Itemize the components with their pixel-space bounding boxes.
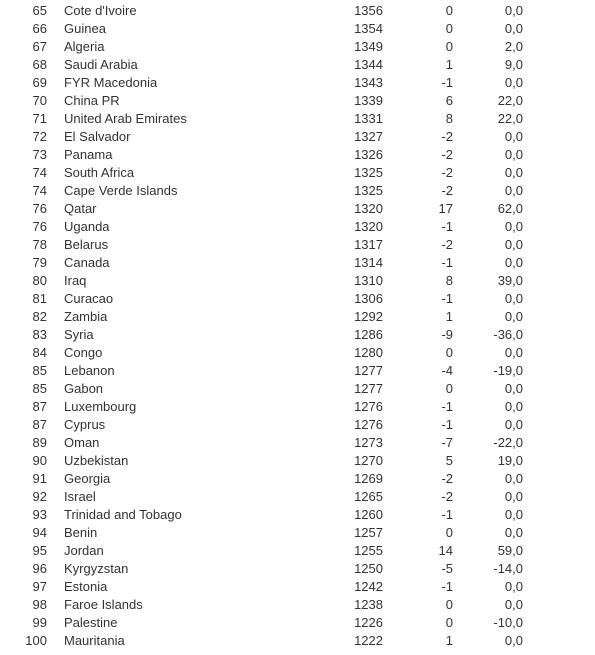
team-name-cell: Panama	[64, 147, 113, 162]
gap-cell	[47, 128, 64, 146]
table-row	[0, 20, 595, 38]
percent-change-cell: 0,0	[504, 165, 523, 180]
percent-change-cell: -22,0	[493, 435, 523, 450]
rank-cell: 73	[32, 147, 47, 162]
table-row	[0, 362, 595, 380]
points-cell: 1238	[354, 597, 383, 612]
team-name-cell: Luxembourg	[64, 399, 137, 414]
rank-cell: 80	[32, 273, 47, 288]
percent-change-cell: 0,0	[504, 129, 523, 144]
spacer-cell	[523, 506, 595, 524]
table-row	[0, 470, 595, 488]
percent-change-cell: 0,0	[504, 219, 523, 234]
table-row	[0, 380, 595, 398]
points-cell: 1356	[354, 3, 383, 18]
rank-change-cell: -1	[441, 399, 453, 414]
rank-change-cell: -2	[441, 129, 453, 144]
rank-change-cell: 1	[445, 633, 453, 648]
team-name-cell: Syria	[64, 327, 94, 342]
percent-change-cell: 59,0	[497, 543, 523, 558]
points-cell: 1317	[354, 237, 383, 252]
points-cell: 1226	[354, 615, 383, 630]
team-name-cell: Iraq	[64, 273, 87, 288]
spacer-cell	[523, 488, 595, 506]
gap-cell	[47, 398, 64, 416]
points-cell: 1331	[354, 111, 383, 126]
team-name-cell: Qatar	[64, 201, 97, 216]
rank-cell: 92	[32, 489, 47, 504]
team-name-cell: Guinea	[64, 21, 106, 36]
rank-change-cell: 0	[445, 381, 453, 396]
points-cell: 1310	[354, 273, 383, 288]
points-cell: 1349	[354, 39, 383, 54]
gap-cell	[47, 200, 64, 218]
table-row	[0, 434, 595, 452]
rank-change-cell: 0	[445, 525, 453, 540]
gap-cell	[47, 344, 64, 362]
percent-change-cell: 9,0	[504, 57, 523, 72]
rank-change-cell: -2	[441, 147, 453, 162]
spacer-cell	[523, 434, 595, 452]
rank-cell: 76	[32, 219, 47, 234]
rank-change-cell: -7	[441, 435, 453, 450]
table-row	[0, 56, 595, 74]
points-cell: 1276	[354, 399, 383, 414]
gap-cell	[47, 560, 64, 578]
percent-change-cell: -14,0	[493, 561, 523, 576]
rank-change-cell: 0	[445, 3, 453, 18]
gap-cell	[47, 92, 64, 110]
gap-cell	[47, 506, 64, 524]
spacer-cell	[523, 20, 595, 38]
rank-cell: 79	[32, 255, 47, 270]
rank-change-cell: -2	[441, 489, 453, 504]
spacer-cell	[523, 416, 595, 434]
rank-cell: 100	[25, 633, 47, 648]
rank-change-cell: -2	[441, 471, 453, 486]
rank-cell: 67	[32, 39, 47, 54]
percent-change-cell: 62,0	[497, 201, 523, 216]
table-row	[0, 164, 595, 182]
rank-cell: 71	[32, 111, 47, 126]
percent-change-cell: 0,0	[504, 381, 523, 396]
team-name-cell: Cote d'Ivoire	[64, 3, 137, 18]
team-name-cell: Benin	[64, 525, 98, 540]
table-row	[0, 506, 595, 524]
spacer-cell	[523, 542, 595, 560]
points-cell: 1325	[354, 165, 383, 180]
gap-cell	[47, 596, 64, 614]
rank-cell: 90	[32, 453, 47, 468]
gap-cell	[47, 524, 64, 542]
points-cell: 1269	[354, 471, 383, 486]
rank-change-cell: -1	[441, 417, 453, 432]
gap-cell	[47, 38, 64, 56]
gap-cell	[47, 614, 64, 632]
rank-cell: 68	[32, 57, 47, 72]
points-cell: 1354	[354, 21, 383, 36]
percent-change-cell: 0,0	[504, 489, 523, 504]
percent-change-cell: 0,0	[504, 525, 523, 540]
table-row	[0, 596, 595, 614]
points-cell: 1320	[354, 219, 383, 234]
rank-change-cell: -2	[441, 237, 453, 252]
rank-cell: 70	[32, 93, 47, 108]
team-name-cell: Kyrgyzstan	[64, 561, 129, 576]
gap-cell	[47, 632, 64, 650]
percent-change-cell: 0,0	[504, 309, 523, 324]
percent-change-cell: 0,0	[504, 597, 523, 612]
table-row	[0, 542, 595, 560]
rank-cell: 98	[32, 597, 47, 612]
rank-cell: 99	[32, 615, 47, 630]
rank-cell: 95	[32, 543, 47, 558]
gap-cell	[47, 2, 64, 20]
rank-cell: 72	[32, 129, 47, 144]
percent-change-cell: 0,0	[504, 417, 523, 432]
team-name-cell: Israel	[64, 489, 96, 504]
rank-change-cell: -9	[441, 327, 453, 342]
team-name-cell: Georgia	[64, 471, 111, 486]
spacer-cell	[523, 398, 595, 416]
points-cell: 1277	[354, 381, 383, 396]
gap-cell	[47, 218, 64, 236]
rank-cell: 84	[32, 345, 47, 360]
rank-cell: 85	[32, 363, 47, 378]
spacer-cell	[523, 182, 595, 200]
percent-change-cell: -36,0	[493, 327, 523, 342]
percent-change-cell: 0,0	[504, 147, 523, 162]
table-row	[0, 344, 595, 362]
table-row	[0, 308, 595, 326]
rank-change-cell: 5	[445, 453, 453, 468]
gap-cell	[47, 542, 64, 560]
rank-change-cell: 0	[445, 345, 453, 360]
rank-change-cell: -4	[441, 363, 453, 378]
points-cell: 1325	[354, 183, 383, 198]
rank-cell: 65	[32, 3, 47, 18]
rank-change-cell: -1	[441, 579, 453, 594]
points-cell: 1242	[354, 579, 383, 594]
team-name-cell: Trinidad and Tobago	[64, 507, 182, 522]
rank-change-cell: 1	[445, 57, 453, 72]
gap-cell	[47, 182, 64, 200]
points-cell: 1276	[354, 417, 383, 432]
points-cell: 1286	[354, 327, 383, 342]
spacer-cell	[523, 560, 595, 578]
team-name-cell: Palestine	[64, 615, 118, 630]
percent-change-cell: 0,0	[504, 471, 523, 486]
gap-cell	[47, 578, 64, 596]
points-cell: 1273	[354, 435, 383, 450]
rank-change-cell: -2	[441, 183, 453, 198]
table-row	[0, 182, 595, 200]
table-row	[0, 74, 595, 92]
rank-change-cell: -1	[441, 255, 453, 270]
spacer-cell	[523, 596, 595, 614]
spacer-cell	[523, 524, 595, 542]
rank-cell: 76	[32, 201, 47, 216]
spacer-cell	[523, 452, 595, 470]
rank-change-cell: 0	[445, 597, 453, 612]
rank-cell: 81	[32, 291, 47, 306]
team-name-cell: Lebanon	[64, 363, 115, 378]
gap-cell	[47, 362, 64, 380]
spacer-cell	[523, 470, 595, 488]
spacer-cell	[523, 38, 595, 56]
percent-change-cell: 0,0	[504, 399, 523, 414]
rank-cell: 74	[32, 183, 47, 198]
team-name-cell: Congo	[64, 345, 103, 360]
points-cell: 1314	[354, 255, 383, 270]
percent-change-cell: 0,0	[504, 345, 523, 360]
spacer-cell	[523, 344, 595, 362]
percent-change-cell: 0,0	[504, 183, 523, 198]
spacer-cell	[523, 632, 595, 650]
spacer-cell	[523, 272, 595, 290]
points-cell: 1343	[354, 75, 383, 90]
percent-change-cell: 2,0	[504, 39, 523, 54]
rank-cell: 83	[32, 327, 47, 342]
gap-cell	[47, 110, 64, 128]
gap-cell	[47, 380, 64, 398]
team-name-cell: Gabon	[64, 381, 104, 396]
spacer-cell	[523, 380, 595, 398]
spacer-cell	[523, 236, 595, 254]
rank-change-cell: 0	[445, 21, 453, 36]
spacer-cell	[523, 254, 595, 272]
spacer-cell	[523, 578, 595, 596]
ranking-table-body	[0, 2, 595, 650]
spacer-cell	[523, 146, 595, 164]
points-cell: 1250	[354, 561, 383, 576]
points-cell: 1280	[354, 345, 383, 360]
points-cell: 1265	[354, 489, 383, 504]
team-name-cell: China PR	[64, 93, 120, 108]
rank-cell: 85	[32, 381, 47, 396]
table-row	[0, 488, 595, 506]
rank-cell: 82	[32, 309, 47, 324]
spacer-cell	[523, 218, 595, 236]
percent-change-cell: 22,0	[497, 111, 523, 126]
percent-change-cell: 0,0	[504, 75, 523, 90]
points-cell: 1292	[354, 309, 383, 324]
table-row	[0, 92, 595, 110]
table-row	[0, 272, 595, 290]
gap-cell	[47, 434, 64, 452]
table-row	[0, 326, 595, 344]
points-cell: 1344	[354, 57, 383, 72]
gap-cell	[47, 254, 64, 272]
points-cell: 1260	[354, 507, 383, 522]
table-row	[0, 632, 595, 650]
team-name-cell: Canada	[64, 255, 110, 270]
rank-change-cell: 0	[445, 39, 453, 54]
points-cell: 1326	[354, 147, 383, 162]
percent-change-cell: 0,0	[504, 507, 523, 522]
team-name-cell: Oman	[64, 435, 100, 450]
rank-cell: 89	[32, 435, 47, 450]
percent-change-cell: 0,0	[504, 3, 523, 18]
spacer-cell	[523, 2, 595, 20]
spacer-cell	[523, 362, 595, 380]
team-name-cell: Estonia	[64, 579, 108, 594]
percent-change-cell: 0,0	[504, 237, 523, 252]
rank-change-cell: 1	[445, 309, 453, 324]
gap-cell	[47, 164, 64, 182]
table-row	[0, 254, 595, 272]
table-row	[0, 452, 595, 470]
gap-cell	[47, 470, 64, 488]
percent-change-cell: 0,0	[504, 579, 523, 594]
team-name-cell: Curacao	[64, 291, 114, 306]
table-row	[0, 236, 595, 254]
percent-change-cell: 0,0	[504, 255, 523, 270]
spacer-cell	[523, 200, 595, 218]
table-row	[0, 524, 595, 542]
points-cell: 1222	[354, 633, 383, 648]
rank-change-cell: 8	[445, 273, 453, 288]
points-cell: 1327	[354, 129, 383, 144]
team-name-cell: Cape Verde Islands	[64, 183, 178, 198]
team-name-cell: Uzbekistan	[64, 453, 129, 468]
spacer-cell	[523, 74, 595, 92]
spacer-cell	[523, 290, 595, 308]
percent-change-cell: 39,0	[497, 273, 523, 288]
table-row	[0, 146, 595, 164]
rank-change-cell: -2	[441, 165, 453, 180]
table-row	[0, 416, 595, 434]
rank-change-cell: -1	[441, 219, 453, 234]
team-name-cell: Saudi Arabia	[64, 57, 138, 72]
spacer-cell	[523, 164, 595, 182]
table-row	[0, 218, 595, 236]
spacer-cell	[523, 56, 595, 74]
spacer-cell	[523, 326, 595, 344]
percent-change-cell: 0,0	[504, 291, 523, 306]
rank-change-cell: 17	[438, 201, 453, 216]
team-name-cell: Mauritania	[64, 633, 125, 648]
rank-change-cell: -1	[441, 507, 453, 522]
rank-cell: 94	[32, 525, 47, 540]
rank-cell: 97	[32, 579, 47, 594]
table-row	[0, 578, 595, 596]
rank-cell: 69	[32, 75, 47, 90]
percent-change-cell: 0,0	[504, 633, 523, 648]
table-row	[0, 290, 595, 308]
table-row	[0, 398, 595, 416]
rank-change-cell: 6	[445, 93, 453, 108]
rank-change-cell: -5	[441, 561, 453, 576]
gap-cell	[47, 452, 64, 470]
table-row	[0, 614, 595, 632]
points-cell: 1277	[354, 363, 383, 378]
rank-change-cell: 0	[445, 615, 453, 630]
team-name-cell: Zambia	[64, 309, 108, 324]
rank-cell: 87	[32, 399, 47, 414]
team-name-cell: Jordan	[64, 543, 104, 558]
spacer-cell	[523, 128, 595, 146]
rank-change-cell: -1	[441, 291, 453, 306]
gap-cell	[47, 236, 64, 254]
rank-cell: 93	[32, 507, 47, 522]
percent-change-cell: 19,0	[497, 453, 523, 468]
spacer-cell	[523, 308, 595, 326]
rank-change-cell: 14	[438, 543, 453, 558]
percent-change-cell: -19,0	[493, 363, 523, 378]
points-cell: 1320	[354, 201, 383, 216]
table-row	[0, 560, 595, 578]
gap-cell	[47, 488, 64, 506]
gap-cell	[47, 146, 64, 164]
spacer-cell	[523, 110, 595, 128]
percent-change-cell: 0,0	[504, 21, 523, 36]
gap-cell	[47, 20, 64, 38]
ranking-table	[0, 2, 595, 650]
team-name-cell: United Arab Emirates	[64, 111, 187, 126]
team-name-cell: Uganda	[64, 219, 110, 234]
gap-cell	[47, 308, 64, 326]
rank-cell: 96	[32, 561, 47, 576]
rank-cell: 87	[32, 417, 47, 432]
points-cell: 1270	[354, 453, 383, 468]
team-name-cell: Algeria	[64, 39, 105, 54]
team-name-cell: El Salvador	[64, 129, 131, 144]
gap-cell	[47, 74, 64, 92]
percent-change-cell: -10,0	[493, 615, 523, 630]
rank-cell: 74	[32, 165, 47, 180]
table-row	[0, 38, 595, 56]
rank-cell: 78	[32, 237, 47, 252]
gap-cell	[47, 290, 64, 308]
table-row	[0, 128, 595, 146]
gap-cell	[47, 416, 64, 434]
team-name-cell: FYR Macedonia	[64, 75, 158, 90]
points-cell: 1306	[354, 291, 383, 306]
points-cell: 1257	[354, 525, 383, 540]
rank-cell: 66	[32, 21, 47, 36]
table-row	[0, 2, 595, 20]
spacer-cell	[523, 92, 595, 110]
team-name-cell: Faroe Islands	[64, 597, 143, 612]
points-cell: 1255	[354, 543, 383, 558]
rank-change-cell: -1	[441, 75, 453, 90]
percent-change-cell: 22,0	[497, 93, 523, 108]
team-name-cell: Belarus	[64, 237, 109, 252]
table-row	[0, 110, 595, 128]
rank-change-cell: 8	[445, 111, 453, 126]
team-name-cell: South Africa	[64, 165, 135, 180]
gap-cell	[47, 326, 64, 344]
rank-cell: 91	[32, 471, 47, 486]
gap-cell	[47, 56, 64, 74]
gap-cell	[47, 272, 64, 290]
points-cell: 1339	[354, 93, 383, 108]
spacer-cell	[523, 614, 595, 632]
table-row	[0, 200, 595, 218]
team-name-cell: Cyprus	[64, 417, 106, 432]
